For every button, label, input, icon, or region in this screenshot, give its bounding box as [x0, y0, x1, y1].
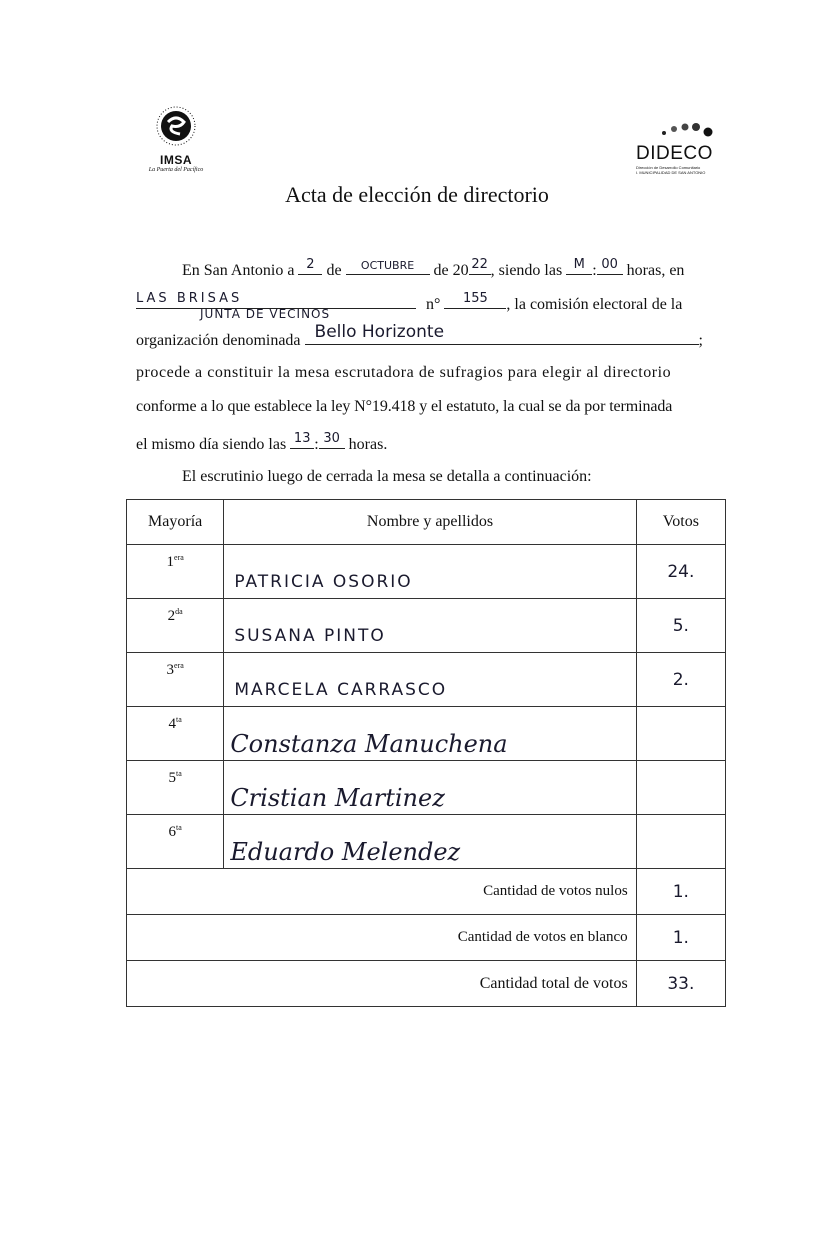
votes-value: 2. [672, 669, 689, 690]
dideco-dots-icon [658, 120, 714, 138]
place-value: LAS BRISAS [136, 291, 243, 306]
org-label: organización denominada [136, 332, 301, 349]
paragraph-line-1: En San Antonio a 2 de OCTUBRE de 20 22 , siendo las M : 00 horas, en [182, 257, 685, 279]
candidate-name: Cristian Martinez [230, 784, 445, 812]
rank-suffix: ta [176, 823, 182, 832]
de-text-1: de [326, 262, 342, 279]
candidate-name: MARCELA CARRASCO [234, 680, 448, 700]
org-type-handwritten: JUNTA DE VECINOS [200, 307, 331, 321]
intro-text: En San Antonio a [182, 262, 295, 279]
end-text: el mismo día siendo las [136, 436, 287, 453]
rank-cell [127, 815, 224, 869]
hour-value: M [573, 257, 585, 272]
dideco-subtitle-2: I. MUNICIPALIDAD DE SAN ANTONIO [636, 170, 706, 175]
rank-suffix: era [174, 553, 184, 562]
total-label: Cantidad total de votos [127, 961, 637, 1007]
rank-suffix: ta [176, 769, 182, 778]
votes-cell [636, 653, 725, 707]
blanco-label: Cantidad de votos en blanco [127, 915, 637, 961]
total-row [127, 961, 726, 1007]
rank-number: 5 [168, 770, 177, 786]
year-field [469, 256, 491, 275]
table-row [127, 815, 726, 869]
day-field [298, 256, 322, 275]
imsa-name: IMSA [160, 153, 192, 167]
blanco-value: 1. [672, 927, 689, 948]
table-header-row [127, 500, 726, 545]
hour-field [566, 256, 592, 275]
de-text-2: de 20 [433, 262, 469, 279]
total-cell [636, 961, 725, 1007]
end-hour-field [290, 430, 314, 449]
nulos-value: 1. [672, 881, 689, 902]
siendo-text: , siendo las [490, 262, 563, 279]
votes-cell [636, 707, 725, 761]
number-field [444, 290, 506, 309]
name-cell [224, 761, 636, 815]
votes-value: 24. [667, 561, 695, 582]
horas-en-text: horas, en [626, 262, 685, 279]
header-name: Nombre y apellidos [224, 500, 636, 545]
header-rank: Mayoría [127, 500, 224, 545]
rank-cell [127, 653, 224, 707]
paragraph-line-4: procede a constituir la mesa escrutadora de sufragios para elegir al directorio [136, 364, 672, 381]
blanco-cell [636, 915, 725, 961]
day-value: 2 [306, 257, 315, 272]
end-horas-text: horas. [348, 436, 388, 453]
votes-cell [636, 599, 725, 653]
candidate-name: Eduardo Melendez [230, 838, 461, 866]
candidate-name: Constanza Manuchena [230, 730, 508, 758]
votes-value: 5. [672, 615, 689, 636]
votes-cell [636, 761, 725, 815]
year-value: 22 [471, 257, 488, 272]
nulos-cell [636, 869, 725, 915]
n-label: n° [426, 296, 441, 313]
rank-cell [127, 707, 224, 761]
rank-cell [127, 761, 224, 815]
dideco-subtitle-1: Dirección de Desarrollo Comunitario [636, 165, 701, 170]
end-hour-value: 13 [293, 431, 311, 446]
votes-cell [636, 545, 725, 599]
candidate-name: SUSANA PINTO [234, 626, 386, 646]
name-cell [224, 707, 636, 761]
table-row [127, 653, 726, 707]
minute-value: 00 [601, 257, 618, 272]
table-row [127, 707, 726, 761]
rank-number: 1 [166, 554, 175, 570]
candidate-name: PATRICIA OSORIO [234, 572, 413, 592]
name-cell [224, 599, 636, 653]
paragraph-line-6: el mismo día siendo las 13 : 30 horas. [136, 431, 388, 453]
rank-number: 6 [168, 824, 177, 840]
blanco-row [127, 915, 726, 961]
results-table [126, 499, 726, 1007]
table-row [127, 599, 726, 653]
nulos-row [127, 869, 726, 915]
rank-number: 3 [166, 662, 175, 678]
number-value: 155 [462, 291, 488, 306]
rank-suffix: da [175, 607, 183, 616]
paragraph-line-5: conforme a lo que establece la ley N°19.418 y el estatuto, la cual se da por terminada [136, 398, 673, 415]
total-value: 33. [667, 973, 695, 994]
rank-cell [127, 599, 224, 653]
nulos-label: Cantidad de votos nulos [127, 869, 637, 915]
comision-text: , la comisión electoral de la [506, 296, 683, 313]
imsa-emblem-icon [156, 104, 196, 148]
rank-cell [127, 545, 224, 599]
name-cell [224, 653, 636, 707]
paragraph-line-7: El escrutinio luego de cerrada la mesa se detalla a continuación: [182, 468, 592, 485]
month-value: OCTUBRE [360, 259, 415, 272]
rank-suffix: era [174, 661, 184, 670]
table-row [127, 545, 726, 599]
end-minute-value: 30 [323, 431, 340, 446]
month-field [346, 256, 430, 275]
name-cell [224, 545, 636, 599]
minute-field [597, 256, 623, 275]
semicolon: ; [698, 332, 703, 349]
end-minute-field [319, 430, 345, 449]
org-name-value: Bello Horizonte [314, 322, 445, 342]
rank-suffix: ta [176, 715, 182, 724]
org-name-field [305, 322, 699, 345]
header-votes: Votos [636, 500, 725, 545]
votes-cell [636, 815, 725, 869]
rank-number: 2 [167, 608, 176, 624]
imsa-tagline: La Puerta del Pacífico [148, 167, 204, 173]
rank-number: 4 [168, 716, 177, 732]
name-cell [224, 815, 636, 869]
dideco-name: DIDECO [636, 143, 713, 164]
document-title: Acta de elección de directorio [285, 182, 549, 207]
table-row [127, 761, 726, 815]
dideco-logo [636, 120, 722, 176]
paragraph-line-3 [136, 322, 703, 350]
imsa-logo [138, 104, 214, 176]
